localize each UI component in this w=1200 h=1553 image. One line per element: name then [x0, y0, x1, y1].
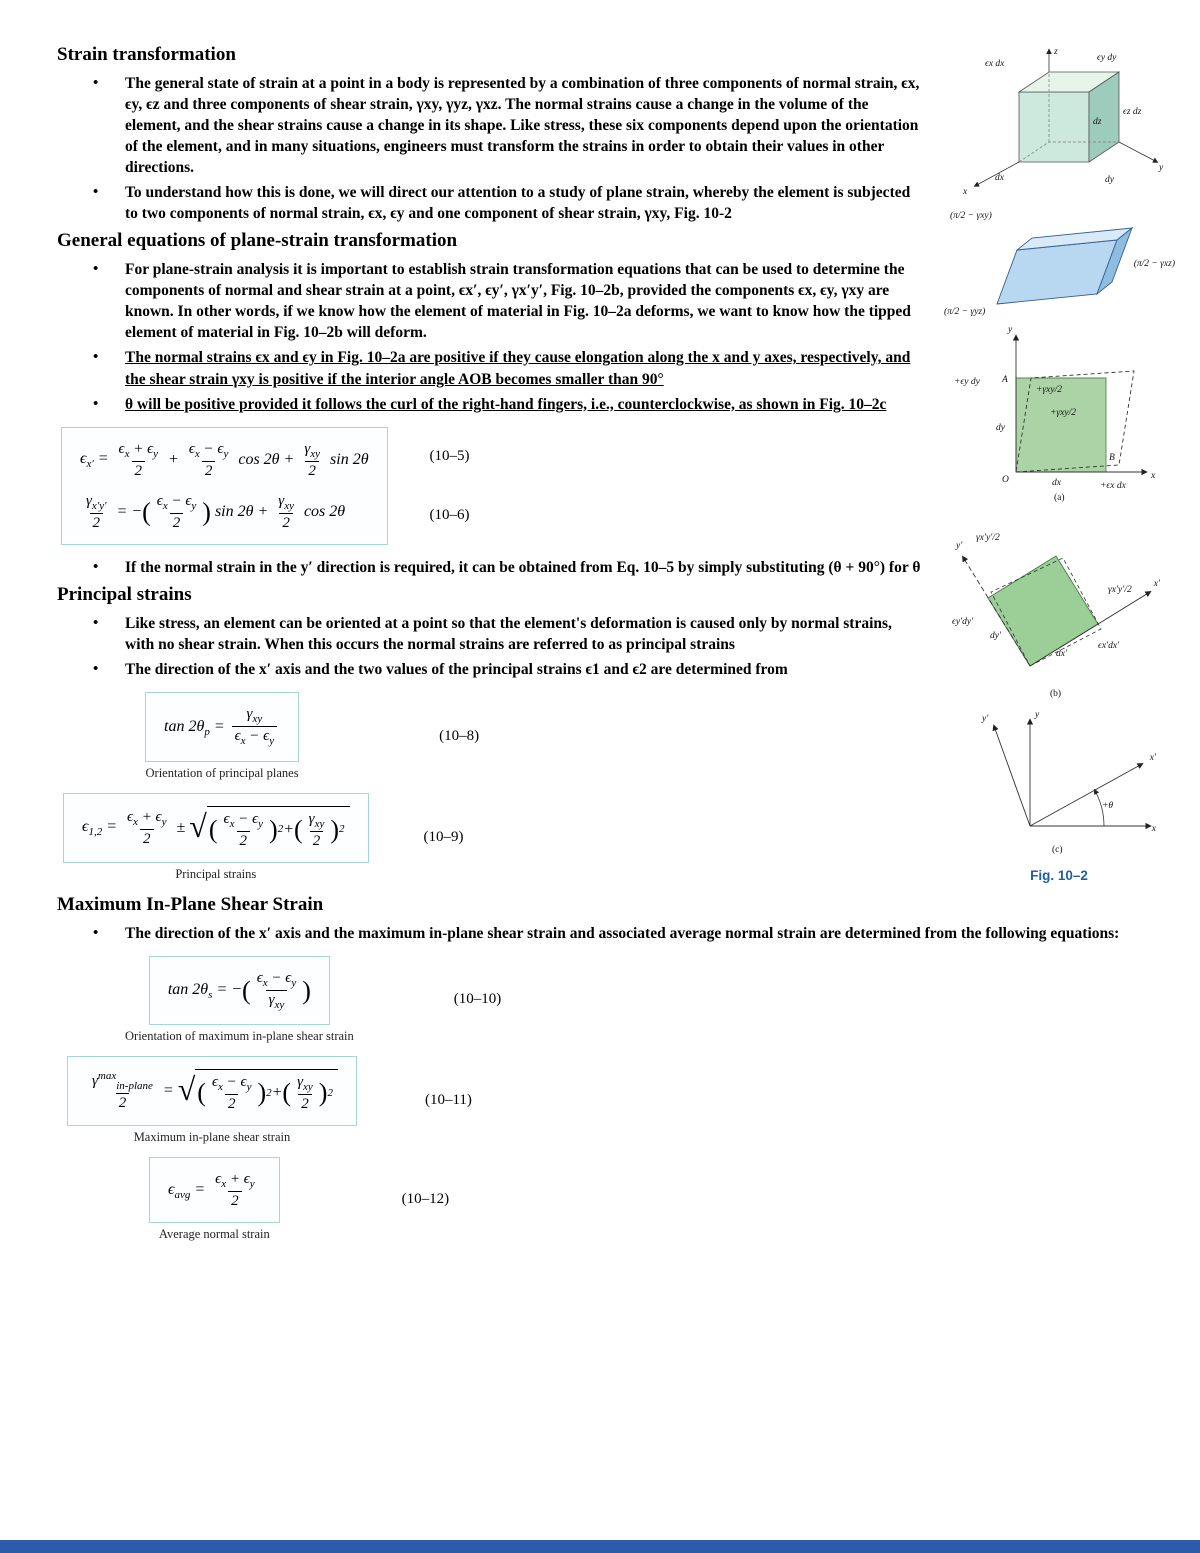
label-point-A: A [1001, 375, 1008, 385]
axis-label-y-prime: y′ [955, 541, 962, 551]
tipped-element-square [988, 556, 1098, 666]
label-point-O: O [1001, 475, 1009, 485]
figure-caption: Fig. 10–2 [1030, 868, 1088, 883]
general-bullet-list [57, 259, 922, 415]
label-dy: dy [995, 423, 1005, 433]
max-shear-section [57, 894, 1137, 1243]
figure-10-2a [952, 322, 1167, 504]
equation-numbers [430, 427, 470, 545]
page-title: Strain transformation [57, 44, 236, 65]
bullet-item: • If the normal strain in the y′ direction is required, it can be obtained from Eq. 10–5 by simply substituting (θ + 90°) for θ [125, 557, 922, 578]
subfigure-label-b: (b) [1049, 689, 1061, 699]
y-prime-axis [994, 726, 1030, 826]
equation-group-10-8 [145, 692, 922, 780]
equation-group-10-9 [63, 793, 922, 882]
axis-label-y-prime: y′ [981, 714, 988, 724]
bullet-item-underlined: • θ will be positive provided it follows the curl of the right-hand fingers, i.e., counterclockwise, as shown in Fig. 10–2c [125, 394, 922, 415]
figure-undeformed-element [947, 44, 1172, 202]
equation-group-10-11 [67, 1056, 1137, 1145]
equation-number-10-9: (10–9) [423, 828, 464, 845]
bullet-item: • The general state of strain at a point in a body is represented by a combination of three components of normal strain, ϵx, ϵy, ϵz and three components of shear strain, γxy, γyz, γxz. The normal strains cause a change in the volume of the element, and the shear strains cause a change in its shape. Like stress, these six components depend upon the orientation of the element, and in many situations, engineers must transform the strains in order to obtain their values in other directions. [125, 73, 922, 178]
equation-10-11: $\frac{\gamma^{max}_{in-plane}}{2}$ = √ ( $\frac{\epsilon_x - \epsilon_y}{2}$ ) 2 + ( $\frac{\gamma_{xy}}{2}$ ) 2 [86, 1063, 338, 1119]
axis-label-z: z [1053, 47, 1058, 57]
label-ey-dy: +ϵy dy [953, 377, 980, 387]
equation-caption: Average normal strain [158, 1227, 270, 1242]
subfigure-label-c: (c) [1051, 845, 1063, 855]
equation-number-10-11: (10–11) [424, 1092, 472, 1109]
equation-10-6: $\frac{\gamma_{x'y'}}{2}$ = −( $\frac{\epsilon_x - \epsilon_y}{2}$ ) sin 2θ + $\frac{\gamma_{xy}}{2}$ cos 2θ [86, 492, 346, 532]
axis-label-y: y [1007, 325, 1012, 335]
axis-label-x: x [1150, 471, 1155, 481]
bullet-item: • For plane-strain analysis it is important to establish strain transformation equations that can be used to determine the components of normal and shear strain at a point, ϵx′, ϵy′, γx′y′, Fig. 10–2b, provided the components ϵx, ϵy, γxy are known. In other words, if we know how the element of material in Fig. 10–2a deforms, we want to know how the tipped element of material in Fig. 10–2b will deform. [125, 259, 922, 343]
section-heading-max-shear: Maximum In-Plane Shear Strain [57, 893, 324, 915]
equation-number-10-6: (10–6) [429, 506, 470, 523]
label-ey-dy: ϵy dy [1096, 53, 1116, 63]
equation-group-10-10 [125, 956, 1137, 1044]
subfigure-label-a: (a) [1053, 493, 1065, 503]
label-gamma-half-1: +γxy/2 [1035, 385, 1062, 395]
label-angle-xz: (π/2 − γxz) [1133, 259, 1175, 269]
label-ey-prime-dy-prime: ϵy′dy′ [951, 617, 973, 627]
label-ez-dz: ϵz dz [1122, 107, 1141, 117]
equation-number-10-5: (10–5) [429, 447, 470, 464]
label-dz: dz [1092, 117, 1101, 127]
cube-front-face [1019, 92, 1089, 162]
axis-label-y: y [1034, 710, 1039, 720]
bullet-item: • The direction of the x′ axis and the two values of the principal strains ϵ1 and ϵ2 are determined from [125, 659, 922, 680]
label-point-B: B [1108, 453, 1115, 463]
equation-10-8: $\tan 2\theta_p$ = $\frac{\gamma_{xy}}{\epsilon_x - \epsilon_y}$ [164, 699, 280, 754]
label-ex-dx: ϵx dx [984, 59, 1004, 69]
equation-number-10-10: (10–10) [453, 991, 502, 1008]
equation-number-10-8: (10–8) [439, 727, 480, 744]
equation-group-10-5-10-6 [61, 427, 922, 545]
equation-caption: Orientation of maximum in-plane shear strain [125, 1028, 354, 1043]
equation-10-12: $\epsilon_{avg}$ = $\frac{\epsilon_x + \epsilon_y}{2}$ [168, 1171, 255, 1210]
label-dx: dx [994, 173, 1004, 183]
bullet-item-underlined: • The normal strains ϵx and ϵy in Fig. 10–2a are positive if they cause elongation along the x and y axes, respectively, and the shear strain γxy is positive if the interior angle AOB becomes smaller than 90° [125, 347, 922, 389]
label-dy: dy [1104, 175, 1114, 185]
equation-caption: Orientation of principal planes [145, 765, 299, 780]
axis-label-x: x [962, 187, 967, 197]
label-dy-prime: dy′ [989, 631, 1001, 641]
figure-10-2c [952, 704, 1167, 856]
axis-label-y: y [1158, 163, 1163, 173]
label-dx-prime: dx′ [1055, 649, 1067, 659]
footer-bar [0, 1540, 1200, 1553]
label-ex-prime-dx-prime: ϵx′dx′ [1097, 641, 1119, 651]
label-ex-dx: +ϵx dx [1099, 481, 1126, 491]
label-gamma-half-2: +γxy/2 [1049, 408, 1076, 418]
bullet-item: • Like stress, an element can be oriented at a point so that the element's deformation is caused only by normal strains, with no shear strain. When this occurs the normal strains are referred to as principal strains [125, 613, 922, 655]
axis-label-x-prime: x′ [1153, 579, 1160, 589]
equation-box [63, 793, 369, 863]
after-equation-bullet-list [57, 557, 922, 578]
equation-10-5: $\epsilon_{x'}$ = $\frac{\epsilon_x + \epsilon_y}{2}$ + $\frac{\epsilon_x - \epsilon_y}{2}$ cos 2θ + $\frac{\gamma_{xy}}{2}$ sin 2θ [80, 440, 369, 479]
label-dx: dx [1051, 478, 1061, 488]
figure-10-2b [952, 508, 1167, 700]
figure-shear-deformed-element [942, 206, 1177, 318]
equation-box [149, 1157, 280, 1223]
equation-box [149, 956, 330, 1025]
figure-column [925, 44, 1193, 883]
equation-number-10-12: (10–12) [401, 1191, 450, 1208]
equation-caption: Maximum in-plane shear strain [133, 1130, 291, 1145]
label-gamma-prime-1: γx′y′/2 [975, 533, 1000, 543]
equation-10-9: $\epsilon_{1,2}$ = $\frac{\epsilon_x + \epsilon_y}{2}$ ± √ ( $\frac{\epsilon_x - \epsilon_y}{2}$ ) 2 + ( $\frac{\gamma_{xy}}{2}$ ) 2 [82, 800, 350, 856]
equation-caption: Principal strains [175, 866, 257, 881]
section-heading-principal-strains: Principal strains [57, 584, 192, 606]
intro-bullet-list [57, 73, 922, 225]
section-heading-general-equations: General equations of plane-strain transformation [57, 230, 458, 252]
shear-bullet-list [57, 923, 1137, 944]
y-axis [1119, 142, 1157, 162]
bullet-item: • The direction of the x′ axis and the maximum in-plane shear strain and associated average normal strain are determined from the following equations: [125, 923, 1137, 944]
label-angle-xy: (π/2 − γxy) [949, 211, 992, 221]
label-angle-yz: (π/2 − γyz) [943, 307, 985, 317]
x-prime-axis [1030, 764, 1142, 826]
bullet-item: • To understand how this is done, we will direct our attention to a study of plane strain, whereby the element is subjected to two components of normal strain, ϵx, ϵy and one component of shear strain, γxy, Fig. 10-2 [125, 182, 922, 224]
axis-label-x-prime: x′ [1149, 753, 1156, 763]
label-gamma-prime-2: γx′y′/2 [1107, 585, 1132, 595]
equation-box [67, 1056, 357, 1126]
equation-box [61, 427, 388, 545]
axis-label-x: x [1151, 824, 1156, 834]
shear-front-face [997, 240, 1117, 304]
equation-group-10-12 [149, 1157, 1137, 1242]
principal-bullet-list [57, 613, 922, 680]
label-plus-theta: +θ [1101, 801, 1113, 811]
equation-10-10: $\tan 2\theta_s$ = −( $\frac{\epsilon_x - \epsilon_y}{\gamma_{xy}}$ ) [167, 969, 311, 1011]
equation-box [145, 692, 299, 761]
